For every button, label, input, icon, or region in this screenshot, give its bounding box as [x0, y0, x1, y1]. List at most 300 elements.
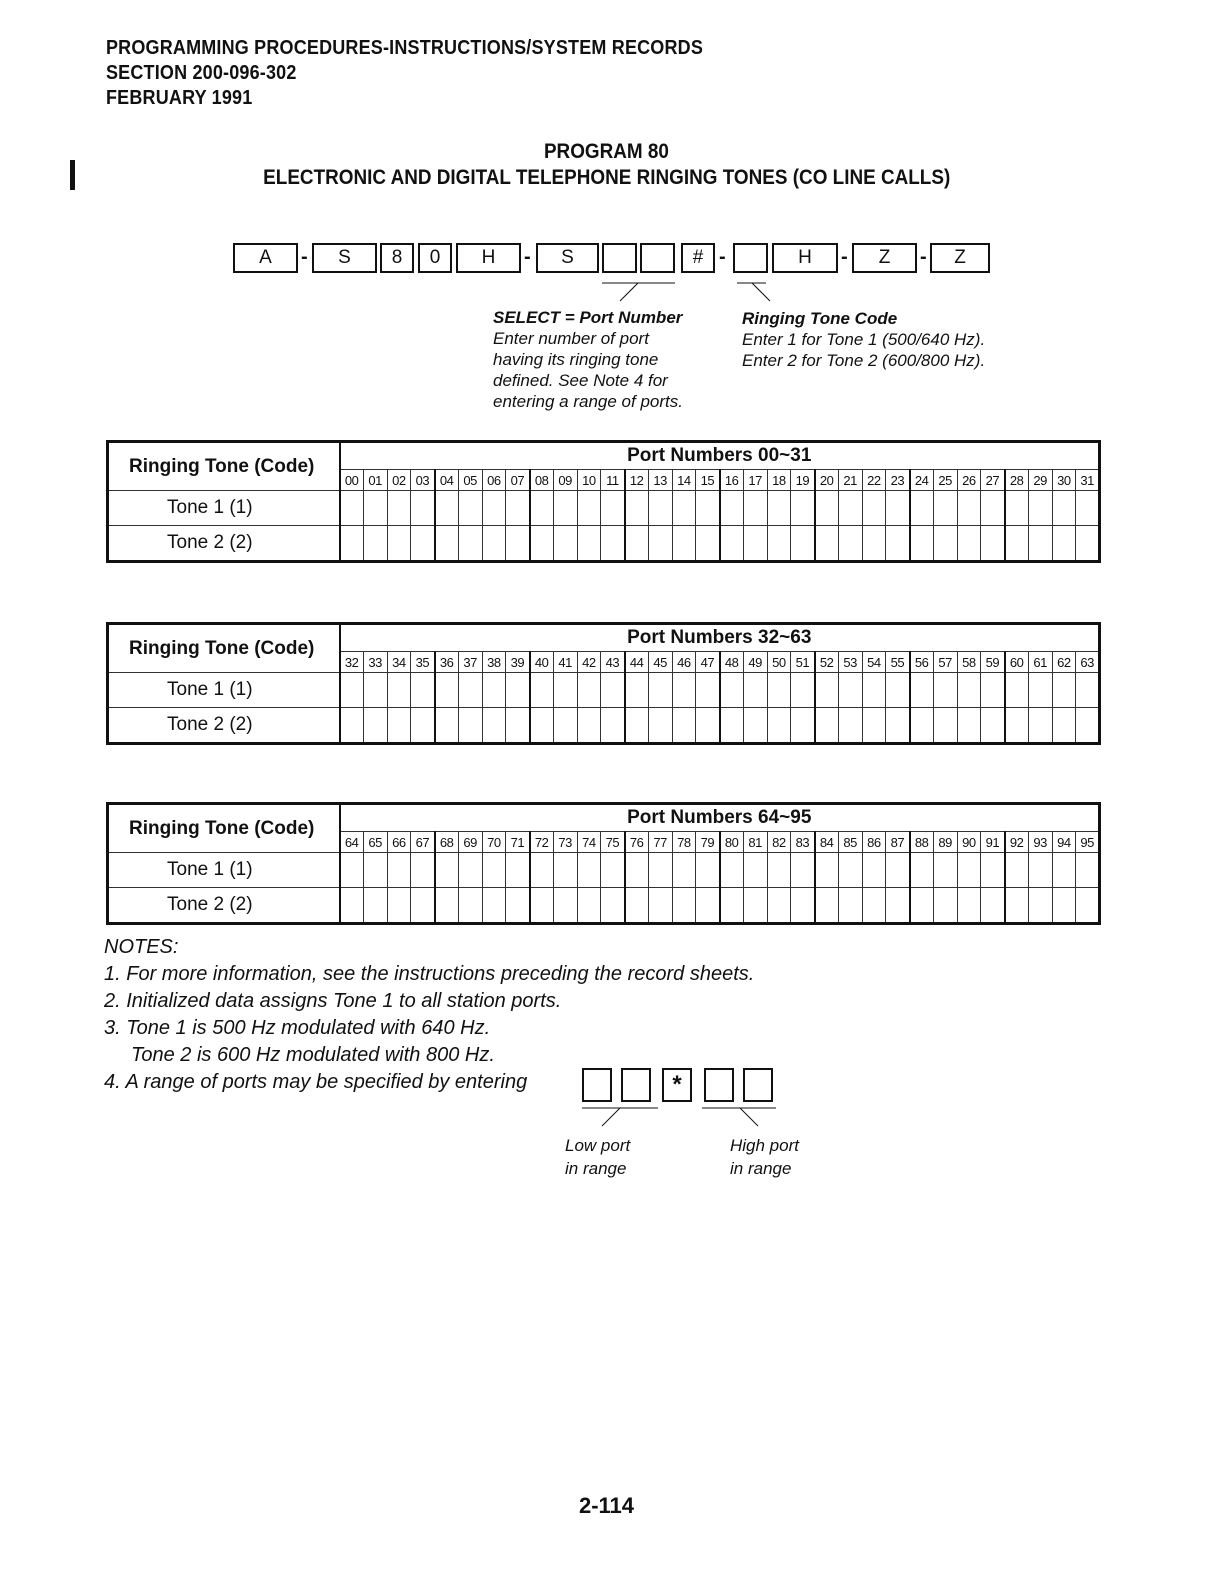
tone-entry-cell[interactable] — [506, 853, 530, 888]
tone-entry-cell[interactable] — [435, 491, 459, 526]
port-number-label: 01 — [363, 470, 387, 491]
tone-entry-cell[interactable] — [387, 888, 411, 924]
select-caption-line: Enter number of port — [493, 329, 649, 348]
tone-entry-cell[interactable] — [815, 526, 839, 562]
tone-entry-cell[interactable] — [482, 708, 506, 744]
tone-entry-cell[interactable] — [411, 526, 435, 562]
tone-entry-cell[interactable] — [411, 888, 435, 924]
tone-entry-cell[interactable] — [957, 888, 981, 924]
tone-entry-cell[interactable] — [672, 526, 696, 562]
port-number-label: 24 — [910, 470, 934, 491]
port-number-label: 70 — [482, 832, 506, 853]
tone-entry-cell[interactable] — [506, 491, 530, 526]
header-line-2: SECTION 200-096-302 — [106, 62, 297, 84]
tone-entry-cell[interactable] — [838, 888, 862, 924]
note-2: 2. Initialized data assigns Tone 1 to all station ports. — [104, 990, 562, 1012]
tone-row-label: Tone 2 (2) — [108, 888, 340, 924]
ringing-tone-header: Ringing Tone (Code) — [108, 624, 340, 673]
note-4: 4. A range of ports may be specified by entering — [104, 1071, 528, 1093]
tone-entry-cell[interactable] — [1076, 888, 1100, 924]
port-number-label: 30 — [1052, 470, 1076, 491]
tone-entry-cell[interactable] — [1028, 888, 1052, 924]
port-number-label: 34 — [387, 652, 411, 673]
tone-entry-cell[interactable] — [435, 888, 459, 924]
tone-entry-cell[interactable] — [933, 526, 957, 562]
tone-entry-cell[interactable] — [1028, 673, 1052, 708]
tone-entry-cell[interactable] — [838, 853, 862, 888]
port-number-label: 78 — [672, 832, 696, 853]
tone-entry-cell[interactable] — [1005, 526, 1029, 562]
port-number-label: 66 — [387, 832, 411, 853]
port-number-label: 89 — [933, 832, 957, 853]
tone-entry-cell[interactable] — [672, 708, 696, 744]
tone-entry-cell[interactable] — [1076, 708, 1100, 744]
tone-entry-cell[interactable] — [648, 526, 672, 562]
ringing-tone-header: Ringing Tone (Code) — [108, 442, 340, 491]
port-number-label: 16 — [720, 470, 744, 491]
tone-entry-cell[interactable] — [435, 708, 459, 744]
tone-entry-cell[interactable] — [767, 526, 791, 562]
tone-entry-cell[interactable] — [1052, 526, 1076, 562]
port-number-label: 09 — [553, 470, 577, 491]
tone-entry-cell[interactable] — [506, 888, 530, 924]
tone-entry-cell[interactable] — [791, 708, 815, 744]
tone-entry-cell[interactable] — [482, 673, 506, 708]
key-dash: - — [841, 246, 848, 268]
key-box-h2: H — [772, 243, 838, 273]
tone-entry-cell[interactable] — [340, 673, 364, 708]
tone-entry-cell[interactable] — [458, 673, 482, 708]
tone-entry-cell[interactable] — [791, 526, 815, 562]
tone-row-label: Tone 2 (2) — [108, 526, 340, 562]
tone-entry-cell[interactable] — [1005, 853, 1029, 888]
tone-entry-cell[interactable] — [648, 708, 672, 744]
port-number-label: 43 — [601, 652, 625, 673]
tone-entry-cell[interactable] — [862, 491, 886, 526]
tone-entry-cell[interactable] — [363, 888, 387, 924]
tone-entry-cell[interactable] — [601, 673, 625, 708]
tone-entry-cell[interactable] — [696, 888, 720, 924]
tone-entry-cell[interactable] — [601, 491, 625, 526]
tone-entry-cell[interactable] — [340, 708, 364, 744]
port-number-label: 00 — [340, 470, 364, 491]
notes-heading: NOTES: — [104, 936, 179, 958]
tone-entry-cell[interactable] — [696, 853, 720, 888]
port-number-label: 06 — [482, 470, 506, 491]
tone-entry-cell[interactable] — [387, 673, 411, 708]
tone-entry-cell[interactable] — [933, 888, 957, 924]
port-number-label: 27 — [981, 470, 1005, 491]
tone-entry-cell[interactable] — [886, 491, 910, 526]
tone-entry-cell[interactable] — [1005, 491, 1029, 526]
tone-entry-cell[interactable] — [862, 708, 886, 744]
tone-entry-cell[interactable] — [458, 526, 482, 562]
tone-entry-cell[interactable] — [981, 526, 1005, 562]
tone-entry-cell[interactable] — [435, 526, 459, 562]
tone-entry-cell[interactable] — [981, 708, 1005, 744]
tone-entry-cell[interactable] — [601, 526, 625, 562]
tone-entry-cell[interactable] — [862, 526, 886, 562]
port-number-label: 11 — [601, 470, 625, 491]
tone-entry-cell[interactable] — [933, 673, 957, 708]
port-number-label: 33 — [363, 652, 387, 673]
tone-entry-cell[interactable] — [648, 491, 672, 526]
tone-entry-cell[interactable] — [886, 853, 910, 888]
tone-entry-cell[interactable] — [363, 491, 387, 526]
tone-entry-cell[interactable] — [981, 491, 1005, 526]
tone-entry-cell[interactable] — [387, 708, 411, 744]
high-port-line: High port — [730, 1136, 799, 1155]
port-number-label: 74 — [577, 832, 601, 853]
tone-entry-cell[interactable] — [743, 526, 767, 562]
low-port-line: in range — [565, 1159, 627, 1178]
tone-entry-cell[interactable] — [720, 708, 744, 744]
program-subtitle: ELECTRONIC AND DIGITAL TELEPHONE RINGING TONES (CO LINE CALLS) — [262, 166, 951, 189]
tone-entry-cell[interactable] — [530, 888, 554, 924]
ringing-tone-header: Ringing Tone (Code) — [108, 804, 340, 853]
port-number-label: 10 — [577, 470, 601, 491]
tone-entry-cell[interactable] — [933, 491, 957, 526]
tone-entry-cell[interactable] — [411, 708, 435, 744]
tone-entry-cell[interactable] — [625, 853, 649, 888]
tone-entry-cell[interactable] — [696, 491, 720, 526]
port-number-label: 50 — [767, 652, 791, 673]
tone-entry-cell[interactable] — [862, 853, 886, 888]
range-box-low-2 — [621, 1068, 651, 1102]
tone-entry-cell[interactable] — [1052, 708, 1076, 744]
tone-entry-cell[interactable] — [648, 888, 672, 924]
port-number-label: 64 — [340, 832, 364, 853]
tone-entry-cell[interactable] — [696, 708, 720, 744]
tone-entry-cell[interactable] — [910, 673, 934, 708]
tone-entry-cell[interactable] — [458, 888, 482, 924]
tone-entry-cell[interactable] — [1028, 708, 1052, 744]
tone-entry-cell[interactable] — [1028, 526, 1052, 562]
port-numbers-header: Port Numbers 32~63 — [340, 624, 1100, 652]
tone-entry-cell[interactable] — [838, 526, 862, 562]
tone-entry-cell[interactable] — [791, 888, 815, 924]
tone-entry-cell[interactable] — [506, 708, 530, 744]
tone-entry-cell[interactable] — [981, 888, 1005, 924]
page-number: 2-114 — [578, 1493, 635, 1518]
port-number-label: 58 — [957, 652, 981, 673]
tone-entry-cell[interactable] — [553, 888, 577, 924]
tone-entry-cell[interactable] — [458, 853, 482, 888]
tone-entry-cell[interactable] — [910, 853, 934, 888]
port-number-label: 40 — [530, 652, 554, 673]
port-number-label: 57 — [933, 652, 957, 673]
key-box-a: A — [233, 243, 298, 273]
tone-entry-cell[interactable] — [577, 853, 601, 888]
tone-entry-cell[interactable] — [910, 888, 934, 924]
port-number-label: 02 — [387, 470, 411, 491]
tone-entry-cell[interactable] — [957, 673, 981, 708]
key-dash: - — [524, 246, 531, 268]
tone-entry-cell[interactable] — [648, 673, 672, 708]
tone-row-label: Tone 1 (1) — [108, 673, 340, 708]
tone-entry-cell[interactable] — [886, 673, 910, 708]
port-numbers-header: Port Numbers 64~95 — [340, 804, 1100, 832]
tone-entry-cell[interactable] — [957, 491, 981, 526]
tone-entry-cell[interactable] — [957, 853, 981, 888]
port-number-label: 38 — [482, 652, 506, 673]
tone-entry-cell[interactable] — [672, 853, 696, 888]
low-port-caption — [565, 1134, 630, 1180]
port-number-label: 92 — [1005, 832, 1029, 853]
port-number-label: 54 — [862, 652, 886, 673]
port-number-label: 55 — [886, 652, 910, 673]
tone-entry-cell[interactable] — [815, 853, 839, 888]
port-number-label: 76 — [625, 832, 649, 853]
tone-entry-cell[interactable] — [815, 673, 839, 708]
port-number-label: 19 — [791, 470, 815, 491]
tone-entry-cell[interactable] — [720, 673, 744, 708]
tone-entry-cell[interactable] — [838, 708, 862, 744]
tone-entry-cell[interactable] — [506, 673, 530, 708]
tone-entry-cell[interactable] — [981, 853, 1005, 888]
port-number-label: 32 — [340, 652, 364, 673]
port-number-label: 18 — [767, 470, 791, 491]
tone-entry-cell[interactable] — [957, 708, 981, 744]
tone-entry-cell[interactable] — [625, 708, 649, 744]
tone-entry-cell[interactable] — [482, 853, 506, 888]
tone-entry-cell[interactable] — [601, 853, 625, 888]
tone-entry-cell[interactable] — [696, 673, 720, 708]
tone-entry-cell[interactable] — [530, 491, 554, 526]
port-number-label: 84 — [815, 832, 839, 853]
tone-entry-cell[interactable] — [482, 526, 506, 562]
record-table-64-95 — [106, 802, 1101, 925]
tone-entry-cell[interactable] — [577, 888, 601, 924]
port-number-label: 77 — [648, 832, 672, 853]
key-box-h: H — [456, 243, 521, 273]
port-number-label: 08 — [530, 470, 554, 491]
port-number-label: 12 — [625, 470, 649, 491]
tone-entry-cell[interactable] — [1076, 853, 1100, 888]
tone-entry-cell[interactable] — [553, 526, 577, 562]
tone-entry-cell[interactable] — [1028, 853, 1052, 888]
tone-entry-cell[interactable] — [577, 708, 601, 744]
ringing-caption — [742, 308, 985, 371]
select-caption-line: defined. See Note 4 for — [493, 371, 668, 390]
tone-entry-cell[interactable] — [340, 888, 364, 924]
tone-entry-cell[interactable] — [791, 853, 815, 888]
tone-entry-cell[interactable] — [625, 673, 649, 708]
note-3b: Tone 2 is 600 Hz modulated with 800 Hz. — [131, 1044, 495, 1066]
tone-entry-cell[interactable] — [1052, 491, 1076, 526]
tone-entry-cell[interactable] — [577, 491, 601, 526]
tone-entry-cell[interactable] — [411, 853, 435, 888]
tone-entry-cell[interactable] — [720, 888, 744, 924]
port-number-label: 62 — [1052, 652, 1076, 673]
tone-entry-cell[interactable] — [1028, 491, 1052, 526]
tone-entry-cell[interactable] — [625, 888, 649, 924]
tone-entry-cell[interactable] — [577, 673, 601, 708]
tone-entry-cell[interactable] — [743, 853, 767, 888]
tone-entry-cell[interactable] — [482, 491, 506, 526]
port-number-label: 79 — [696, 832, 720, 853]
tone-entry-cell[interactable] — [862, 888, 886, 924]
program-title: PROGRAM 80 — [544, 140, 669, 163]
port-number-label: 94 — [1052, 832, 1076, 853]
tone-entry-cell[interactable] — [553, 853, 577, 888]
tone-entry-cell[interactable] — [648, 853, 672, 888]
tone-entry-cell[interactable] — [1005, 708, 1029, 744]
key-box-s: S — [312, 243, 377, 273]
tone-entry-cell[interactable] — [886, 526, 910, 562]
tone-entry-cell[interactable] — [767, 708, 791, 744]
port-number-label: 53 — [838, 652, 862, 673]
tone-entry-cell[interactable] — [1052, 888, 1076, 924]
tone-entry-cell[interactable] — [1005, 888, 1029, 924]
port-number-label: 35 — [411, 652, 435, 673]
port-number-label: 47 — [696, 652, 720, 673]
port-number-label: 90 — [957, 832, 981, 853]
tone-entry-cell[interactable] — [387, 491, 411, 526]
tone-entry-cell[interactable] — [553, 491, 577, 526]
port-number-label: 46 — [672, 652, 696, 673]
tone-entry-cell[interactable] — [530, 708, 554, 744]
port-number-label: 71 — [506, 832, 530, 853]
tone-entry-cell[interactable] — [862, 673, 886, 708]
port-number-label: 15 — [696, 470, 720, 491]
port-number-label: 26 — [957, 470, 981, 491]
port-number-label: 04 — [435, 470, 459, 491]
tone-entry-cell[interactable] — [910, 708, 934, 744]
tone-entry-cell[interactable] — [340, 526, 364, 562]
tone-entry-cell[interactable] — [458, 491, 482, 526]
tone-entry-cell[interactable] — [957, 526, 981, 562]
tone-entry-cell[interactable] — [886, 708, 910, 744]
tone-entry-cell[interactable] — [838, 491, 862, 526]
tone-entry-cell[interactable] — [1076, 526, 1100, 562]
tone-entry-cell[interactable] — [767, 888, 791, 924]
tone-entry-cell[interactable] — [363, 853, 387, 888]
tone-entry-cell[interactable] — [577, 526, 601, 562]
tone-entry-cell[interactable] — [530, 673, 554, 708]
tone-entry-cell[interactable] — [910, 526, 934, 562]
tone-entry-cell[interactable] — [553, 708, 577, 744]
header-line-3: FEBRUARY 1991 — [106, 87, 253, 109]
tone-entry-cell[interactable] — [910, 491, 934, 526]
port-number-label: 93 — [1028, 832, 1052, 853]
port-number-label: 56 — [910, 652, 934, 673]
tone-entry-cell[interactable] — [340, 491, 364, 526]
tone-entry-cell[interactable] — [672, 491, 696, 526]
tone-entry-cell[interactable] — [625, 491, 649, 526]
tone-entry-cell[interactable] — [767, 673, 791, 708]
port-number-label: 44 — [625, 652, 649, 673]
tone-entry-cell[interactable] — [815, 888, 839, 924]
tone-entry-cell[interactable] — [720, 526, 744, 562]
tone-entry-cell[interactable] — [720, 853, 744, 888]
key-dash: - — [301, 246, 308, 268]
tone-entry-cell[interactable] — [720, 491, 744, 526]
range-box-asterisk: * — [662, 1068, 692, 1102]
tone-entry-cell[interactable] — [387, 853, 411, 888]
port-number-label: 37 — [458, 652, 482, 673]
port-number-label: 95 — [1076, 832, 1100, 853]
ringing-caption-line: Enter 1 for Tone 1 (500/640 Hz). — [742, 330, 986, 349]
record-table-32-63 — [106, 622, 1101, 745]
tone-entry-cell[interactable] — [838, 673, 862, 708]
tone-entry-cell[interactable] — [672, 888, 696, 924]
tone-entry-cell[interactable] — [1005, 673, 1029, 708]
tone-entry-cell[interactable] — [506, 526, 530, 562]
port-number-label: 83 — [791, 832, 815, 853]
tone-entry-cell[interactable] — [363, 673, 387, 708]
tone-entry-cell[interactable] — [1076, 491, 1100, 526]
port-number-label: 52 — [815, 652, 839, 673]
key-box-z2: Z — [930, 243, 990, 273]
key-dash: - — [920, 246, 927, 268]
tone-entry-cell[interactable] — [743, 673, 767, 708]
tone-entry-cell[interactable] — [1052, 853, 1076, 888]
tone-entry-cell[interactable] — [530, 853, 554, 888]
tone-entry-cell[interactable] — [1076, 673, 1100, 708]
tone-entry-cell[interactable] — [553, 673, 577, 708]
tone-entry-cell[interactable] — [767, 491, 791, 526]
tone-entry-cell[interactable] — [791, 491, 815, 526]
select-caption-title: SELECT = Port Number — [493, 308, 683, 327]
tone-entry-cell[interactable] — [743, 708, 767, 744]
tone-entry-cell[interactable] — [363, 708, 387, 744]
port-number-label: 03 — [411, 470, 435, 491]
tone-entry-cell[interactable] — [933, 853, 957, 888]
tone-entry-cell[interactable] — [340, 853, 364, 888]
tone-entry-cell[interactable] — [482, 888, 506, 924]
port-number-label: 29 — [1028, 470, 1052, 491]
range-box-high-2 — [743, 1068, 773, 1102]
port-number-label: 49 — [743, 652, 767, 673]
tone-entry-cell[interactable] — [387, 526, 411, 562]
port-number-label: 75 — [601, 832, 625, 853]
tone-entry-cell[interactable] — [435, 673, 459, 708]
tone-entry-cell[interactable] — [1052, 673, 1076, 708]
tone-row-label: Tone 2 (2) — [108, 708, 340, 744]
tone-entry-cell[interactable] — [363, 526, 387, 562]
port-numbers-header: Port Numbers 00~31 — [340, 442, 1100, 470]
tone-entry-cell[interactable] — [743, 491, 767, 526]
port-number-label: 86 — [862, 832, 886, 853]
tone-entry-cell[interactable] — [601, 888, 625, 924]
tone-entry-cell[interactable] — [767, 853, 791, 888]
tone-entry-cell[interactable] — [411, 673, 435, 708]
tone-entry-cell[interactable] — [601, 708, 625, 744]
low-port-line: Low port — [565, 1136, 631, 1155]
tone-entry-cell[interactable] — [696, 526, 720, 562]
tone-entry-cell[interactable] — [411, 491, 435, 526]
tone-entry-cell[interactable] — [458, 708, 482, 744]
tone-entry-cell[interactable] — [625, 526, 649, 562]
port-number-label: 07 — [506, 470, 530, 491]
tone-entry-cell[interactable] — [815, 708, 839, 744]
tone-entry-cell[interactable] — [435, 853, 459, 888]
key-dash: - — [719, 246, 726, 268]
tone-entry-cell[interactable] — [743, 888, 767, 924]
port-number-label: 22 — [862, 470, 886, 491]
tone-entry-cell[interactable] — [886, 888, 910, 924]
tone-entry-cell[interactable] — [530, 526, 554, 562]
tone-row-label: Tone 1 (1) — [108, 853, 340, 888]
tone-entry-cell[interactable] — [791, 673, 815, 708]
tone-entry-cell[interactable] — [815, 491, 839, 526]
note-3a: 3. Tone 1 is 500 Hz modulated with 640 Hz. — [104, 1017, 491, 1039]
tone-entry-cell[interactable] — [672, 673, 696, 708]
port-number-label: 42 — [577, 652, 601, 673]
tone-entry-cell[interactable] — [981, 673, 1005, 708]
tone-entry-cell[interactable] — [933, 708, 957, 744]
